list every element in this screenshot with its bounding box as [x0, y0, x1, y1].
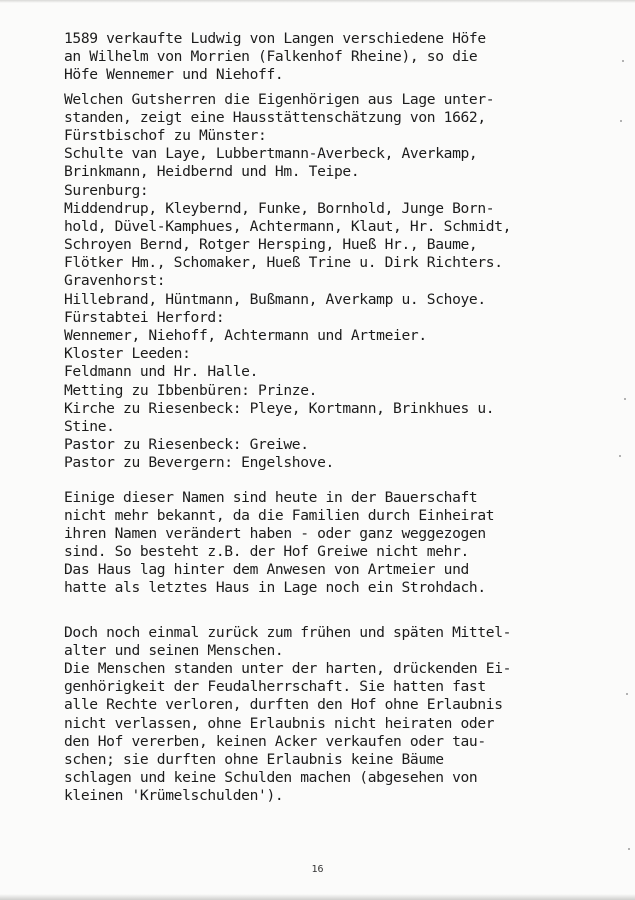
text-line: Brinkmann, Heidbernd und Hm. Teipe. [64, 163, 360, 181]
scan-speck [628, 848, 630, 850]
text-line: alter und seinen Menschen. [64, 641, 284, 659]
text-line: an Wilhelm von Morrien (Falkenhof Rheine), so die [64, 48, 478, 66]
text-line: Die Menschen standen unter der harten, drückenden Ei- [64, 660, 512, 677]
text-line: nicht verlassen, ohne Erlaubnis nicht heiraten oder [64, 714, 495, 732]
text-line: alle Rechte verloren, durften den Hof ohne Erlaubnis [64, 696, 503, 714]
text-line: Höfe Wennemer und Niehoff. [64, 66, 284, 84]
text-line: Surenburg: [64, 181, 149, 199]
text-line: Metting zu Ibbenbüren: Prinze. [64, 381, 318, 399]
paragraph-sale-of-farms [64, 30, 574, 85]
text-line: Stine. [64, 417, 115, 435]
text-line: Kloster Leeden: [64, 345, 191, 363]
text-line: Fürstabtei Herford: [64, 308, 225, 326]
text-line: Fürstbischof zu Münster: [64, 126, 267, 144]
text-line: Kirche zu Riesenbeck: Pleye, Kortmann, Brinkhues u. [64, 399, 495, 417]
text-line: standen, zeigt eine Hausstättenschätzung von 1662, [64, 108, 486, 126]
text-line: Middendrup, Kleybernd, Funke, Bornhold, Junge Born- [64, 199, 495, 217]
body-text [64, 30, 574, 806]
text-line: Feldmann und Hr. Halle. [64, 363, 259, 381]
text-line: sind. So besteht z.B. der Hof Greiwe nicht mehr. [64, 543, 469, 561]
text-line: Schulte van Laye, Lubbertmann-Averbeck, Averkamp, [64, 145, 478, 163]
text-line: Wennemer, Niehoff, Achtermann und Artmeier. [64, 327, 427, 344]
text-line: genhörigkeit der Feudalherrschaft. Sie hatten fast [64, 678, 486, 696]
text-line: Pastor zu Riesenbeck: Greiwe. [64, 436, 309, 454]
scan-speck [620, 120, 622, 122]
text-line: hatte als letztes Haus in Lage noch ein Strohdach. [64, 579, 486, 597]
text-line: schen; sie durften ohne Erlaubnis keine Bäume [64, 750, 444, 768]
page-number: 16 [311, 864, 324, 875]
text-line: Das Haus lag hinter dem Anwesen von Artmeier und [64, 561, 469, 579]
text-line: Gravenhorst: [64, 272, 166, 290]
text-line: ihren Namen verändert haben - oder ganz weggezogen [64, 524, 486, 542]
bottom-edge-shadow [0, 894, 635, 900]
paragraph-vanished-names [64, 489, 574, 598]
text-line: Welchen Gutsherren die Eigenhörigen aus Lage unter- [64, 90, 495, 108]
text-line: Pastor zu Bevergern: Engelshove. [64, 454, 334, 472]
scan-speck [622, 60, 624, 62]
text-line: hold, Düvel-Kamphues, Achtermann, Klaut, Hr. Schmidt, [64, 217, 512, 235]
text-line: Schroyen Bernd, Rotger Hersping, Hueß Hr., Baume, [64, 236, 478, 254]
text-line: nicht mehr bekannt, da die Familien durch Einheirat [64, 506, 495, 524]
text-line: schlagen und keine Schulden machen (abgesehen von [64, 769, 478, 787]
text-line: Flötker Hm., Schomaker, Hueß Trine u. Dirk Richters. [64, 254, 503, 272]
text-line: Hillebrand, Hüntmann, Bußmann, Averkamp u. Schoye. [64, 290, 486, 308]
text-line: Doch noch einmal zurück zum frühen und späten Mittel- [64, 623, 512, 641]
text-line: den Hof vererben, keinen Acker verkaufen oder tau- [64, 732, 486, 750]
top-edge-shadow [0, 0, 635, 3]
scan-speck [619, 455, 621, 457]
text-line: Einige dieser Namen sind heute in der Bauerschaft [64, 488, 478, 506]
paragraph-landlords-list [64, 91, 574, 473]
scan-speck [626, 693, 628, 695]
paragraph-middle-ages [64, 624, 574, 806]
text-line: kleinen 'Krümelschulden'). [64, 787, 284, 805]
text-line: 1589 verkaufte Ludwig von Langen verschiedene Höfe [64, 30, 486, 47]
scan-speck [624, 398, 626, 400]
